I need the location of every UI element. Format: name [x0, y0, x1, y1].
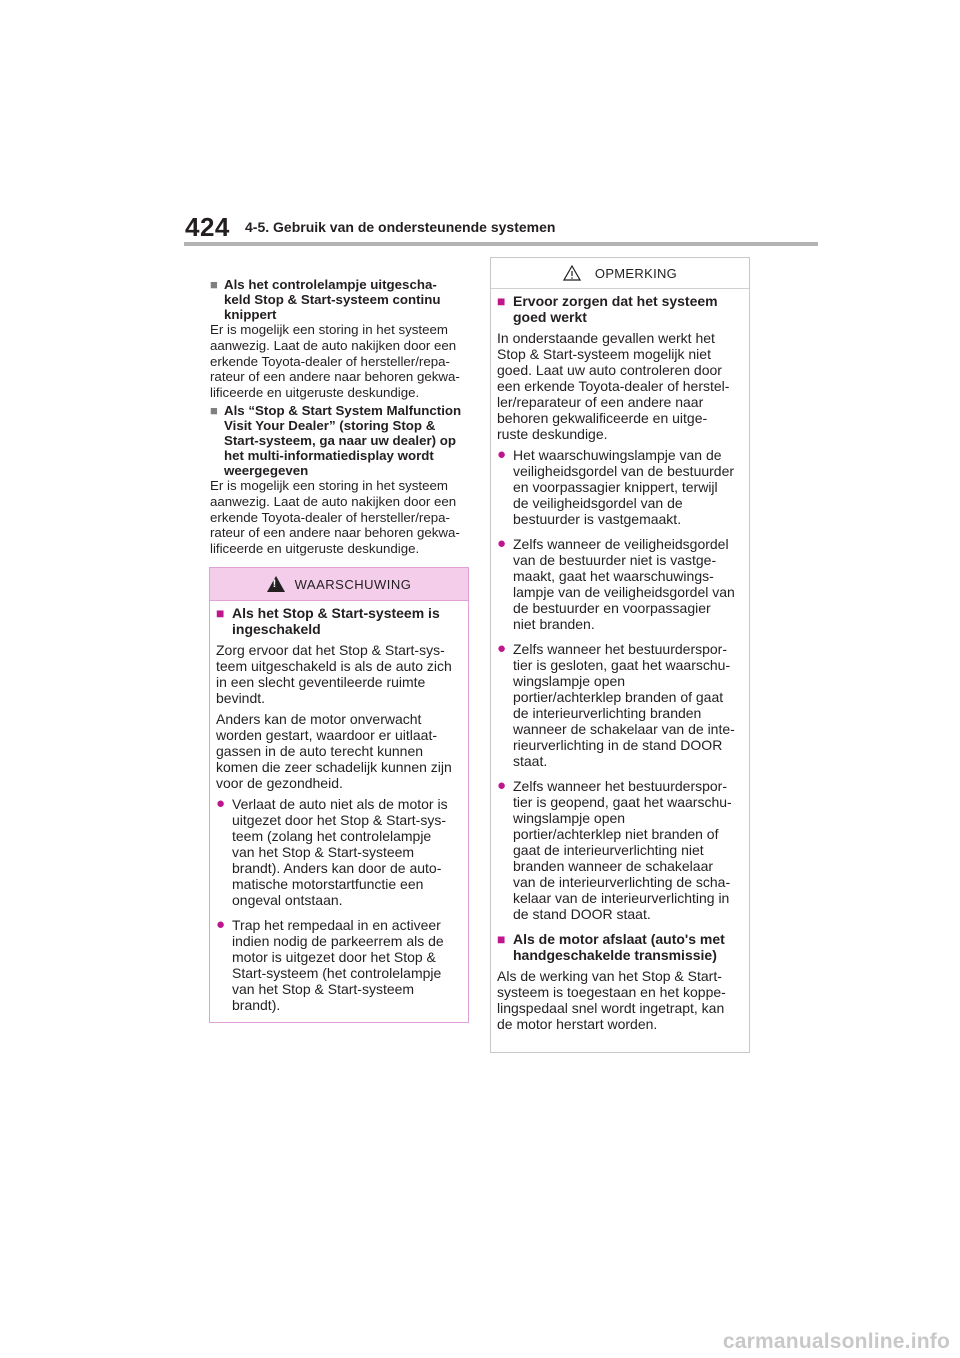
header-rule — [184, 242, 818, 246]
left-column — [210, 277, 472, 559]
note-bullet-3: ● Zelfs wanneer het bestuurderspor- tier is gesloten, gaat het waarschu- wingslampje open portier/achterklep branden of gaat de interieurverlichting branden wanneer de schakelaar van de inte- rieurverlichting in de stand DOOR staat. — [497, 640, 735, 769]
square-bullet-icon: ■ — [210, 277, 218, 292]
square-bullet-icon: ■ — [497, 293, 506, 309]
note-box — [490, 257, 750, 1053]
note-heading-1: ■ Ervoor zorgen dat het systeem goed werkt — [497, 293, 718, 325]
round-bullet-icon: ● — [497, 446, 507, 463]
warning-heading: ■ Als het Stop & Start-systeem is ingeschakeld — [216, 605, 440, 637]
square-bullet-icon: ■ — [497, 931, 506, 947]
page-number: 424 — [185, 212, 230, 242]
round-bullet-icon: ● — [497, 640, 507, 657]
caution-triangle-icon — [563, 265, 581, 281]
round-bullet-icon: ● — [497, 535, 507, 552]
note-title: OPMERKING — [594, 265, 678, 281]
left-text-1: Er is mogelijk een storing in het systeem aanwezig. Laat de auto nakijken door een erkende Toyota-dealer of hersteller/repa- rateur of een andere naar behoren gekwa- lificeerde en uitgeruste deskundige. — [210, 322, 460, 401]
note-paragraph-1: In onderstaande gevallen werkt het Stop & Start-systeem mogelijk niet goed. Laat uw auto controleren door een erkende Toyota-dealer of herstel- ler/reparateur of een andere naar behoren gekwalificeerde en uitge- ruste deskundige. — [497, 330, 730, 442]
warning-paragraph-1: Zorg ervoor dat het Stop & Start-sys- teem uitgeschakeld is als de auto zich in een slecht geventileerde ruimte bevindt. — [216, 642, 452, 706]
note-paragraph-2: Als de werking van het Stop & Start- systeem is toegestaan en het koppe- lingspedaal snel wordt ingetrapt, kan de motor herstart worden. — [497, 968, 726, 1032]
square-bullet-icon: ■ — [210, 402, 218, 418]
left-text-2: Er is mogelijk een storing in het systeem aanwezig. Laat de auto nakijken door een erkende Toyota-dealer of hersteller/repa- rateur of een andere naar behoren gekwa- lificeerde en uitgeruste deskundige. — [210, 477, 460, 557]
note-bullet-1: ● Het waarschuwingslampje van de veiligheidsgordel van de bestuurder en voorpassagier knippert, terwijl de veiligheidsgordel van de bestuurder is vastgemaakt. — [497, 446, 735, 527]
note-header — [491, 258, 749, 289]
warning-bullet-2: ● Trap het rempedaal in en activeer indien nodig de parkeerrem als de motor is uitgezet door het Stop & Start-systeem (het controlelampje van het Stop & Start-systeem brandt). — [216, 916, 444, 1013]
warning-box — [209, 567, 469, 1023]
round-bullet-icon: ● — [216, 795, 226, 812]
note-bullet-4: ● Zelfs wanneer het bestuurderspor- tier is geopend, gaat het waarschu- wingslampje open portier/achterklep niet branden of gaat de interieurverlichting niet branden wanneer de schakelaar van de interieurverlichting de scha- kelaar van de interieurverlichting in de stand DOOR staat. — [497, 777, 732, 922]
round-bullet-icon: ● — [216, 916, 226, 933]
warning-triangle-icon — [267, 576, 285, 592]
warning-paragraph-2: Anders kan de motor onverwacht worden gestart, waardoor er uitlaat- gassen in de auto terecht kunnen komen die zeer schadelijk kunnen zijn voor de gezondheid. — [216, 711, 452, 791]
warning-header — [210, 568, 468, 601]
section-title: 4-5. Gebruik van de ondersteunende systemen — [245, 219, 556, 235]
warning-title: WAARSCHUWING — [294, 576, 412, 592]
square-bullet-icon: ■ — [216, 605, 225, 621]
warning-bullet-1: ● Verlaat de auto niet als de motor is uitgezet door het Stop & Start-sys- teem (zolang het controlelampje van het Stop & Start-systeem brandt). Anders kan door de auto- matische motorstartfunctie een ongeval ontstaan. — [216, 795, 448, 908]
note-heading-2: ■ Als de motor afslaat (auto's met handgeschakelde transmissie) — [497, 931, 725, 963]
watermark[interactable]: carmanualsonline.info — [722, 1330, 950, 1353]
left-heading-2: ■ Als “Stop & Start System Malfunction Visit Your Dealer” (storing Stop & Start-systeem, ga naar uw dealer) op het multi-informatiedisplay wordt weergegeven — [210, 402, 462, 478]
note-bullet-2: ● Zelfs wanneer de veiligheidsgordel van de bestuurder niet is vastge- maakt, gaat het waarschuwings- lampje van de veiligheidsgordel van de bestuurder en voorpassagier niet branden. — [497, 535, 735, 632]
left-heading-1: ■ Als het controlelampje uitgescha- keld Stop & Start-systeem continu knippert — [210, 277, 441, 322]
round-bullet-icon: ● — [497, 777, 507, 794]
